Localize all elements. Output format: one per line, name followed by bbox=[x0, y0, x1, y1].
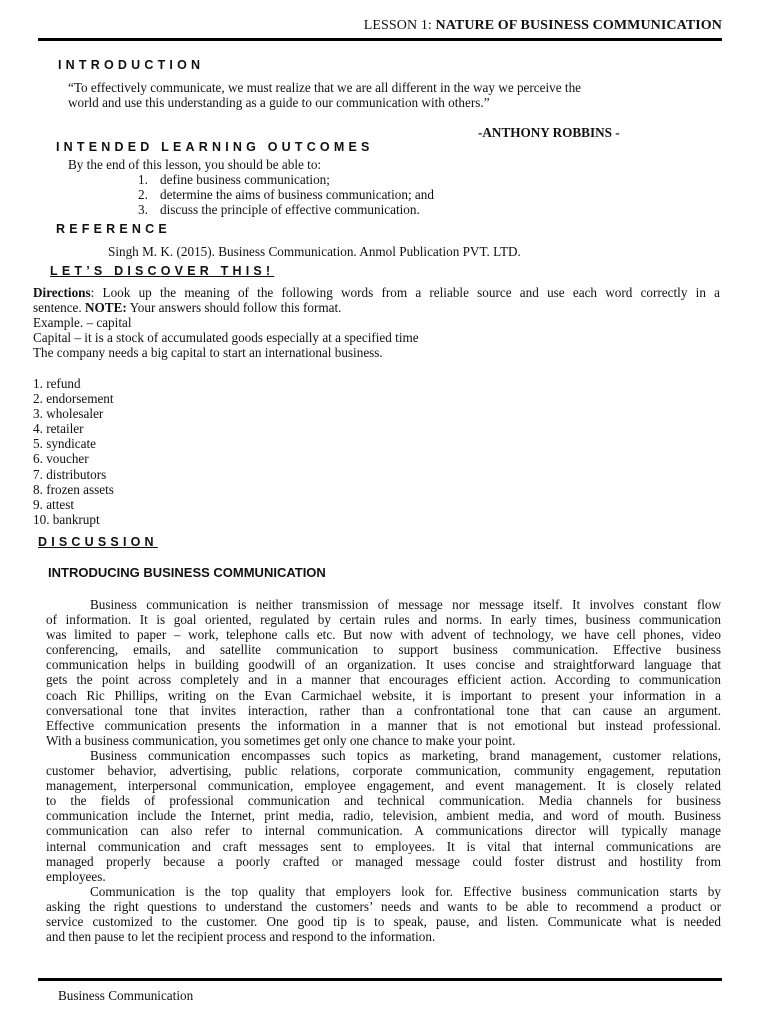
outcome-item: 3. discuss the principle of effective communication. bbox=[138, 202, 420, 218]
word-item: 5. syndicate bbox=[33, 436, 96, 452]
directions-line: sentence. NOTE: Your answers should follow this format. bbox=[33, 300, 342, 316]
note-label: NOTE: bbox=[85, 300, 127, 316]
outcome-item: 1. define business communication; bbox=[138, 172, 330, 187]
word-item: 1. refund bbox=[33, 376, 81, 391]
example-line: Example. – capital bbox=[33, 315, 132, 331]
word-item: 8. frozen assets bbox=[33, 481, 114, 497]
word-item: 7. distributors bbox=[33, 466, 107, 482]
lesson-header bbox=[364, 18, 722, 34]
word-item: 9. attest bbox=[33, 496, 75, 512]
outcomes-heading: INTENDED LEARNING OUTCOMES bbox=[56, 140, 374, 154]
discover-heading: LET’S DISCOVER THIS! bbox=[50, 264, 275, 278]
quote-line: world and use this understanding as a guide to our communication with others.” bbox=[68, 95, 490, 111]
definition-line: Capital – it is a stock of accumulated goods especially at a specified time bbox=[33, 330, 419, 346]
lesson-prefix: LESSON 1: bbox=[363, 18, 436, 33]
directions-line: Directions: Look up the meaning of the following words from a reliable source and use each word correctly in a bbox=[33, 285, 720, 300]
lesson-title: NATURE OF BUSINESS COMMUNICATION bbox=[435, 18, 722, 33]
outcomes-list bbox=[138, 172, 434, 218]
discussion-heading: DISCUSSION bbox=[38, 535, 158, 549]
word-list bbox=[33, 376, 114, 527]
footer-rule bbox=[38, 978, 722, 981]
directions bbox=[33, 285, 720, 360]
word-item: 3. wholesaler bbox=[33, 406, 104, 422]
reference-heading: REFERENCE bbox=[56, 222, 171, 236]
discussion-paragraph-1: Business communication is neither transmission of message nor message itself. It involves constant flow of information. It is goal oriented, regulated by certain rules and norms. In early times, business communication was limited to paper – work, telephone calls etc. But now with advent of technology, we have cell phones, video conferencing, emails, and satellite communication to support business communication. Effective business communication helps in building goodwill of an organization. It uses concise and straightforward language that gets the point across completely and in a manner that encourages efficient action. According to communication coach Ric Phillips, writing on the Evan Carmichael website, it is important to present your information in a conversational tone that invites interaction, rather than a confrontational tone that can cause an argument. Effective communication presents the information in a manner that is not emotional but instead professional. With a business communication, you sometimes get only one chance to make your point. Business communication encompasses such topics as marketing, brand management, customer relations, customer behavior, advertising, public relations, corporate communication, community engagement, reputation management, interpersonal communication, employee engagement, and event management. It is closely related to the fields of professional communication and technical communication. Media channels for business communication include the Internet, print media, radio, television, ambient media, and word of mouth. Business communication can also refer to internal communication. A communications director will typically manage internal communication and craft messages sent to employees. It is vital that internal communications are managed properly because a poorly crafted or managed message could foster distrust and hostility from employees. Communication is the top quality that employers look for. Effective business communication starts by asking the right questions to understand the customers’ needs and wants to be able to recommend a product or service customized to the customer. One good tip is to speak, pause, and listen. Communicate what is needed and then pause to let the recipient process and respond to the information. bbox=[46, 597, 721, 945]
outcomes-lead: By the end of this lesson, you should be able to: bbox=[68, 157, 322, 172]
sentence-line: The company needs a big capital to start an international business. bbox=[33, 345, 383, 361]
discussion-subheading: INTRODUCING BUSINESS COMMUNICATION bbox=[48, 565, 326, 580]
intro-quote bbox=[68, 80, 581, 110]
word-item: 2. endorsement bbox=[33, 391, 114, 407]
reference-citation: Singh M. K. (2015). Business Communication. Anmol Publication PVT. LTD. bbox=[108, 244, 521, 259]
directions-label: Directions bbox=[33, 285, 91, 300]
word-item: 6. voucher bbox=[33, 451, 89, 467]
quote-author: -ANTHONY ROBBINS - bbox=[478, 125, 620, 140]
quote-line: “To effectively communicate, we must realize that we are all different in the way we perceive the bbox=[68, 80, 582, 95]
word-item: 4. retailer bbox=[33, 421, 84, 437]
header-rule bbox=[38, 38, 722, 41]
outcome-item: 2. determine the aims of business communication; and bbox=[138, 187, 434, 203]
footer-label: Business Communication bbox=[58, 988, 194, 1003]
word-item: 10. bankrupt bbox=[33, 511, 100, 527]
introduction-heading: INTRODUCTION bbox=[58, 58, 205, 72]
